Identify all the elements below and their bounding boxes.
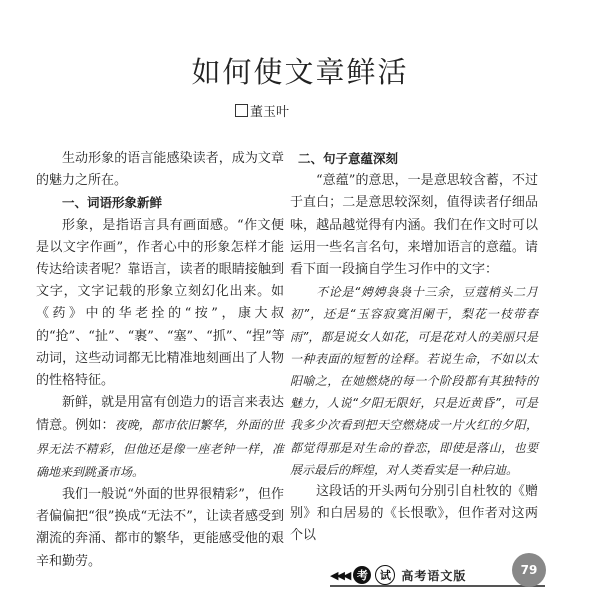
badge-shi: 试 [375, 565, 395, 585]
para2-lead: 新鲜，就是用富有创造力的语言来表达情意。例如： [36, 395, 284, 434]
author-line [235, 101, 289, 120]
left-column [36, 148, 284, 573]
section1-paragraph1: 形象，是指语言具有画面感。“作文便是以文字作画”，作者心中的形象怎样才能传达给读者呢？靠语言，读者的眼睛接触到文字，文字记载的形象立刻幻化出来。如《药》中的华老拴的“按”，康大叔的“抢”、“扯”、“裹”、“塞”、“抓”、“捏”等动词，这些动词都无比精准地刻画出了人物的性格特征。 [36, 217, 285, 389]
arrow-left-icon: ◀◀◀ [330, 568, 350, 582]
box-icon [235, 104, 248, 117]
section2-paragraph1: “意蕴”的意思，一是意思较含蓄，不过于直白；二是意思较深刻，值得读者仔细品味，越品越觉得有内涵。我们在作文时可以运用一些名言名句，来增加语言的意蕴。请看下面一段摘自学生习作中的文字： [290, 173, 538, 278]
section1-paragraph3: 我们一般说“外面的世界很精彩”，但作者偏偏把“很”换成“无法不”，让读者感受到潮流的奔涌、都市的繁华，更能感受他的艰辛和勤劳。 [36, 487, 284, 569]
page-number: 79 [512, 553, 546, 587]
badge-kao: 考 [353, 566, 371, 584]
section2-paragraph2: 这段话的开头两句分别引自杜牧的《赠别》和白居易的《长恨歌》，但作者对这两个以 [290, 484, 538, 544]
student-quote: 不论是“娉娉袅袅十三余，豆蔻梢头二月初”，还是“玉容寂寞泪阑干，梨花一枝带春雨”，都是说女人如花，可是花对人的美丽只是一种表面的短暂的诠释。若说生命，不如以太阳喻之，在她燃烧的每一个阶段都有其独特的魅力，人说“夕阳无限好，只是近黄昏”，可是我多少次看到把天空燃烧成一片火红的夕阳，都觉得那是对生命的眷恋，即使是落山，也要展示最后的辉煌，对人类看实是一种启迪。 [290, 285, 538, 477]
section1-paragraph2 [36, 392, 284, 484]
footer-divider [330, 585, 545, 587]
article-title: 如何使文章鲜活 [191, 55, 409, 89]
intro-paragraph: 生动形象的语言能感染读者，成为文章的魅力之所在。 [36, 151, 284, 189]
magazine-name: 高考语文版 [401, 568, 467, 583]
section1-heading: 一、词语形象新鲜 [62, 195, 163, 211]
section2-heading: 二、句子意蕴深刻 [298, 151, 399, 166]
author-name: 董玉叶 [250, 105, 290, 120]
para2-quote: 夜晚，都市依旧繁华，外面的世界无法不精彩，但他还是像一座老钟一样，准确地来到跳蚤市场。 [36, 418, 284, 479]
right-column [290, 148, 538, 548]
